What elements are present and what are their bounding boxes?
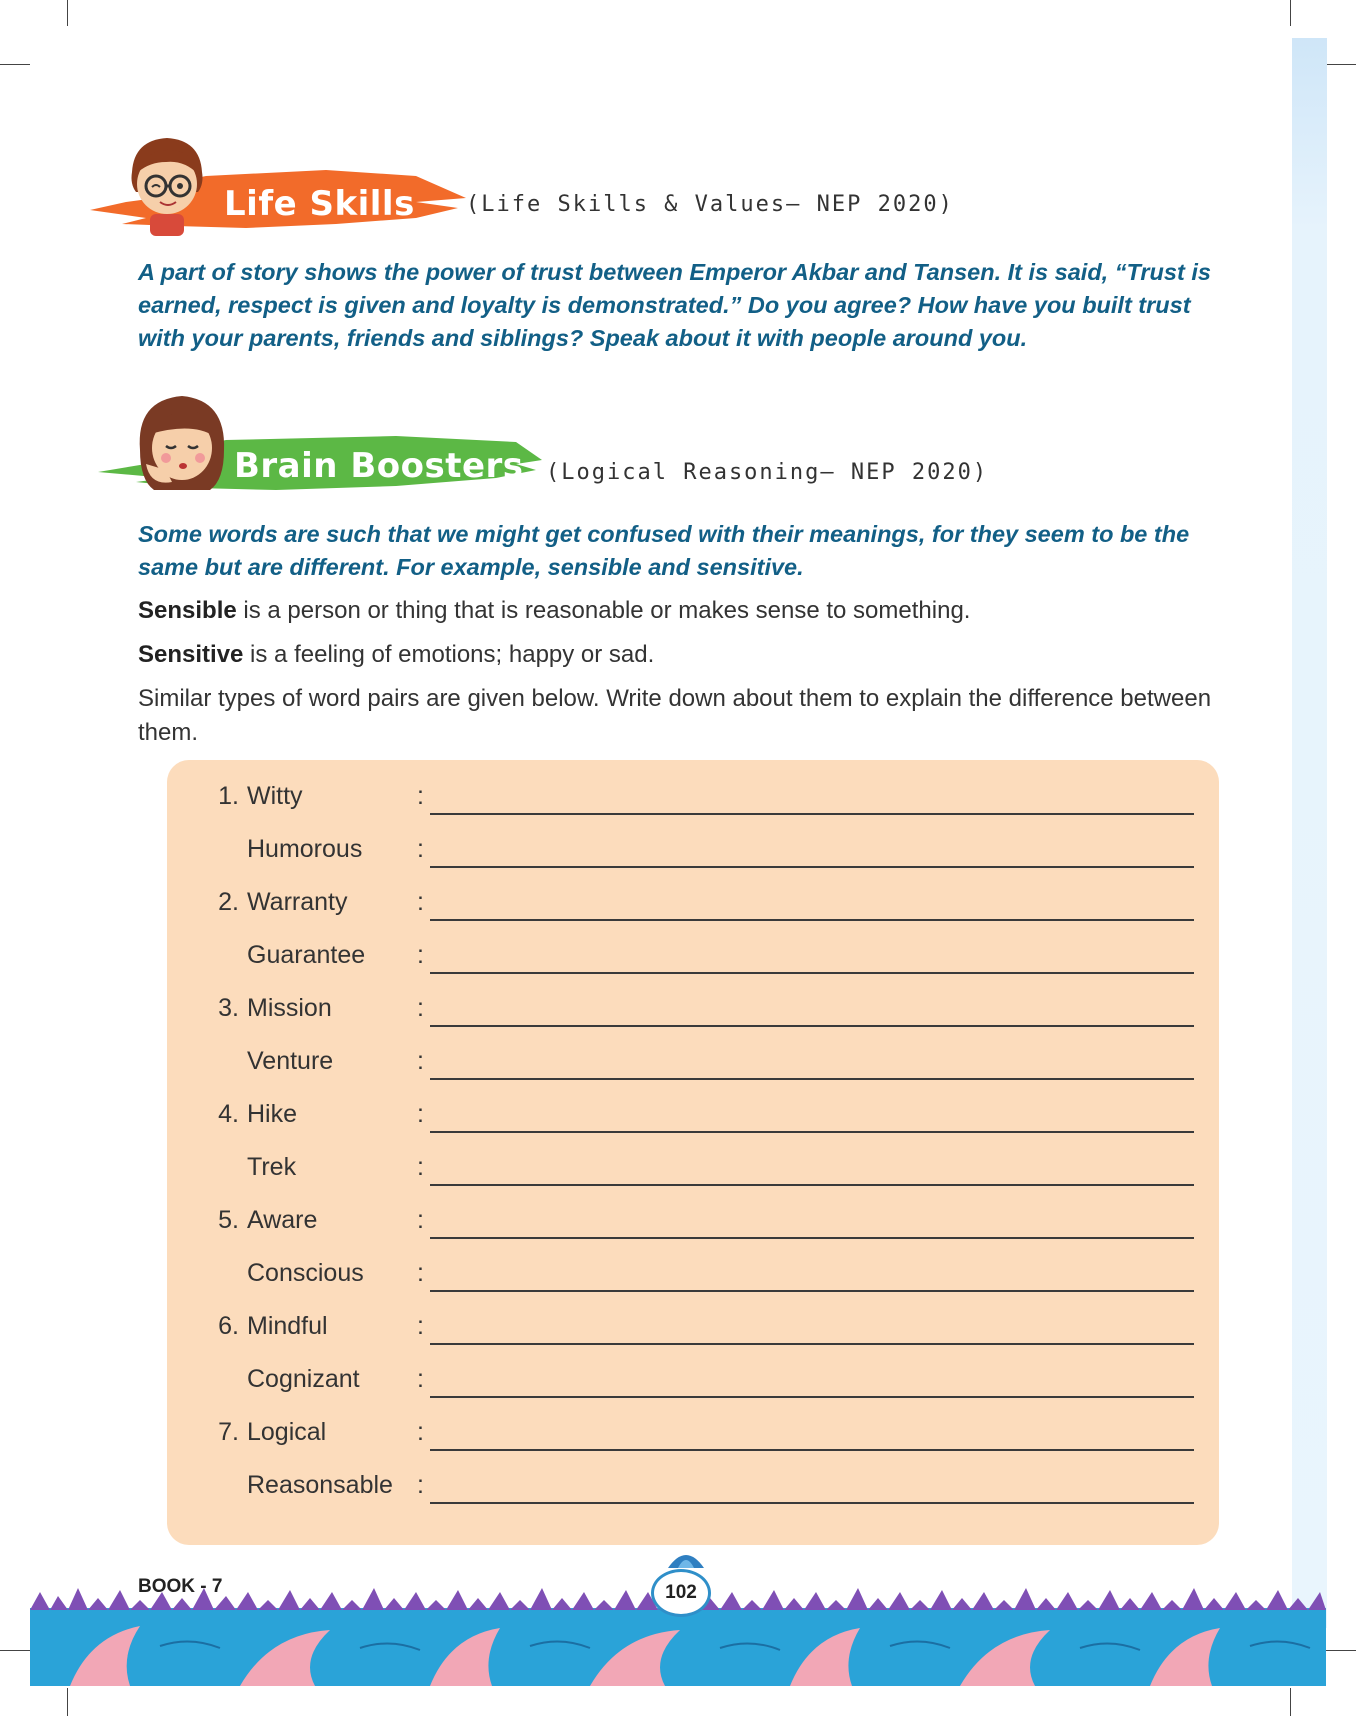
colon: : [417,1100,424,1128]
life-skills-prompt: A part of story shows the power of trust between Emperor Akbar and Tansen. It is said, “Trust is earned, respect is given and loyalty is demonstrated.” Do you agree? How have you built trust with your parents, friends and siblings? Speak about it with people around you. [138,259,1211,351]
pair-row [167,1418,1219,1458]
pair-row [167,994,1219,1034]
pair-word: Hike [247,1100,298,1128]
crop-mark [1290,0,1291,26]
crop-mark [67,1688,68,1716]
answer-line[interactable] [430,1131,1194,1133]
answer-line[interactable] [430,1396,1194,1398]
boy-character-icon [112,132,222,242]
pair-word: Humorous [247,835,363,863]
pair-word: Cognizant [247,1365,360,1393]
pair-number: 3. [218,994,239,1022]
colon: : [417,888,424,916]
pair-number: 1. [218,782,239,810]
pair-number: 2. [218,888,239,916]
pair-row [167,1100,1219,1140]
pair-word: Logical [247,1418,327,1446]
answer-line[interactable] [430,919,1194,921]
crop-mark [67,0,68,26]
pair-word: Warranty [247,888,348,916]
pair-number: 4. [218,1100,239,1128]
pair-row [167,835,1219,875]
answer-line[interactable] [430,1025,1194,1027]
colon: : [417,1471,424,1499]
pair-row [167,941,1219,981]
crop-mark [1326,64,1356,65]
life-skills-title: Life Skills [224,184,415,224]
colon: : [417,835,424,863]
pair-word: Witty [247,782,303,810]
word-pairs-panel [167,760,1219,1545]
pair-number: 7. [218,1418,239,1446]
brain-boosters-intro: Some words are such that we might get confused with their meanings, for they seem to be the same but are different. For example, sensible and sensitive. [138,521,1190,580]
term-sensitive: Sensitive [138,641,244,668]
girl-character-icon [126,390,236,500]
brain-boosters-banner [96,390,546,500]
colon: : [417,994,424,1022]
definition-sensible [138,594,1228,628]
crop-mark [0,1650,30,1651]
colon: : [417,1206,424,1234]
answer-line[interactable] [430,1290,1194,1292]
pair-word: Venture [247,1047,334,1075]
colon: : [417,782,424,810]
answer-line[interactable] [430,972,1194,974]
pair-word: Mindful [247,1312,328,1340]
book-label: BOOK - 7 [138,1576,223,1597]
answer-line[interactable] [430,1449,1194,1451]
pair-row [167,1259,1219,1299]
pair-row [167,1206,1219,1246]
pair-row [167,782,1219,822]
answer-line[interactable] [430,1502,1194,1504]
definition-sensitive-text: is a feeling of emotions; happy or sad. [243,641,655,668]
pair-row [167,1153,1219,1193]
instruction: Similar types of word pairs are given below. Write down about them to explain the difference between them. [138,685,1212,746]
pair-word: Trek [247,1153,297,1181]
crop-mark [1326,1650,1356,1651]
pair-row [167,1471,1219,1511]
crop-mark [1290,1688,1291,1716]
definition-sensitive [138,638,1228,672]
answer-line[interactable] [430,1078,1194,1080]
colon: : [417,1153,424,1181]
pair-number: 6. [218,1312,239,1340]
pair-word: Mission [247,994,332,1022]
brain-boosters-title: Brain Boosters [234,446,524,486]
pair-word: Conscious [247,1259,364,1287]
pair-row [167,1312,1219,1352]
page-number: 102 [651,1569,711,1617]
colon: : [417,1418,424,1446]
pair-word: Aware [247,1206,318,1234]
answer-line[interactable] [430,1343,1194,1345]
answer-line[interactable] [430,813,1194,815]
side-decorative-strip [1292,38,1327,1628]
brain-boosters-subtitle: (Logical Reasoning– NEP 2020) [546,460,989,485]
answer-line[interactable] [430,1237,1194,1239]
life-skills-banner [86,132,466,242]
term-sensible: Sensible [138,597,237,624]
pair-word: Reasonsable [247,1471,393,1499]
colon: : [417,1365,424,1393]
pair-number: 5. [218,1206,239,1234]
pair-row [167,888,1219,928]
answer-line[interactable] [430,1184,1194,1186]
life-skills-subtitle: (Life Skills & Values– NEP 2020) [466,192,954,217]
pair-row [167,1365,1219,1405]
pair-word: Guarantee [247,941,366,969]
crop-mark [0,64,30,65]
definition-sensible-text: is a person or thing that is reasonable or makes sense to something. [236,597,971,624]
colon: : [417,1047,424,1075]
answer-line[interactable] [430,866,1194,868]
pair-row [167,1047,1219,1087]
colon: : [417,1312,424,1340]
colon: : [417,1259,424,1287]
colon: : [417,941,424,969]
